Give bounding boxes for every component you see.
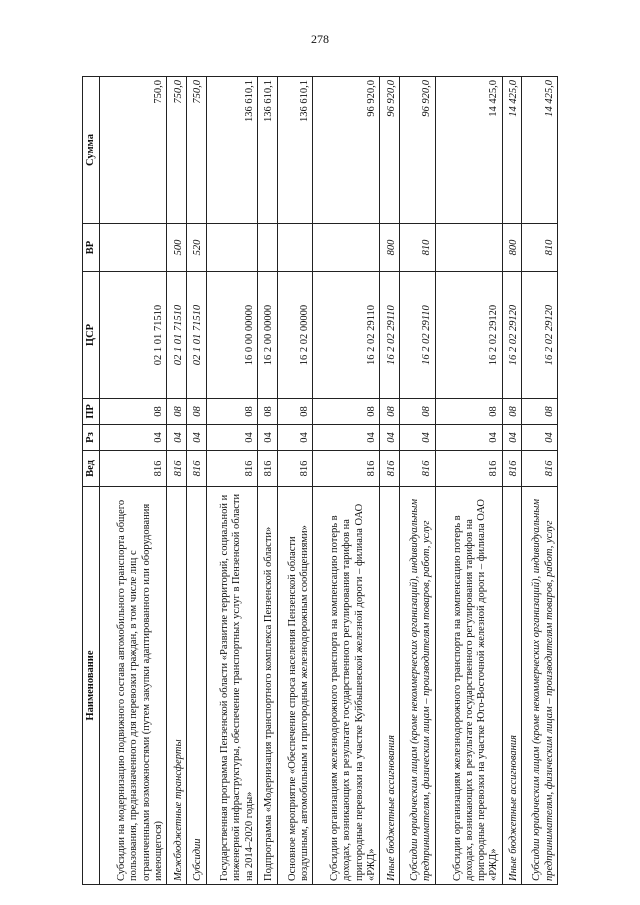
cell-ved: 816 (522, 451, 558, 487)
rotated-table-wrapper (82, 77, 558, 885)
cell-rz: 04 (167, 425, 187, 451)
cell-rz: 04 (380, 425, 400, 451)
cell-ved: 816 (100, 451, 167, 487)
cell-sum: 96 920,0 (399, 77, 435, 224)
cell-vr (313, 224, 380, 272)
cell-vr: 800 (380, 224, 400, 272)
cell-ved: 816 (399, 451, 435, 487)
cell-rz: 04 (502, 425, 522, 451)
table-row (257, 77, 277, 885)
cell-name: Субсидии юридическим лицам (кроме некоммерческих организаций), индивидуальным предпринимателям, физическим лицам – производителям товаров, работ, услуг (522, 487, 558, 885)
cell-pr: 08 (522, 399, 558, 425)
cell-rz: 04 (522, 425, 558, 451)
header-vr: ВР (83, 224, 100, 272)
cell-sum: 14 425,0 (502, 77, 522, 224)
cell-rz: 04 (257, 425, 277, 451)
cell-rz: 04 (399, 425, 435, 451)
cell-ved: 816 (206, 451, 257, 487)
page-number: 278 (311, 32, 329, 46)
cell-name: Иные бюджетные ассигнования (380, 487, 400, 885)
cell-vr (435, 224, 502, 272)
cell-name: Субсидии юридическим лицам (кроме некоммерческих организаций), индивидуальным предпринимателям, физическим лицам – производителям товаров, работ, услуг (399, 487, 435, 885)
cell-csr: 16 2 00 00000 (257, 272, 277, 399)
table-row (435, 77, 502, 885)
cell-ved: 816 (186, 451, 206, 487)
cell-pr: 08 (399, 399, 435, 425)
cell-rz: 04 (277, 425, 313, 451)
cell-pr: 08 (435, 399, 502, 425)
header-ved: Вед (83, 451, 100, 487)
table-row (100, 77, 167, 885)
header-pr: ПР (83, 399, 100, 425)
cell-sum: 136 610,1 (277, 77, 313, 224)
cell-name: Субсидии (186, 487, 206, 885)
table-body (100, 77, 558, 885)
cell-pr: 08 (186, 399, 206, 425)
cell-vr: 810 (522, 224, 558, 272)
cell-rz: 04 (435, 425, 502, 451)
table-row (399, 77, 435, 885)
cell-rz: 04 (206, 425, 257, 451)
cell-vr (100, 224, 167, 272)
budget-table (82, 76, 558, 885)
cell-csr: 16 2 02 29120 (435, 272, 502, 399)
cell-sum: 14 425,0 (522, 77, 558, 224)
cell-csr: 16 2 02 00000 (277, 272, 313, 399)
cell-sum: 136 610,1 (206, 77, 257, 224)
cell-sum: 750,0 (100, 77, 167, 224)
cell-name: Субсидии организациям железнодорожного транспорта на компенсацию потерь в доходах, возникающих в результате государственного регулирования тарифов на пригородные перевозки на участке Юго-Восточной железной дороги – филиала ОАО «РЖД» (435, 487, 502, 885)
cell-rz: 04 (100, 425, 167, 451)
cell-sum: 136 610,1 (257, 77, 277, 224)
table-row (380, 77, 400, 885)
cell-ved: 816 (167, 451, 187, 487)
cell-csr: 02 1 01 71510 (167, 272, 187, 399)
table-row (502, 77, 522, 885)
cell-pr: 08 (167, 399, 187, 425)
cell-csr: 16 2 02 29120 (522, 272, 558, 399)
cell-vr (277, 224, 313, 272)
header-sum: Сумма (83, 77, 100, 224)
header-csr: ЦСР (83, 272, 100, 399)
cell-name: Основное мероприятие «Обеспечение спроса населения Пензенской области воздушным, автомобильным и пригородным железнодорожным сообщениями» (277, 487, 313, 885)
cell-ved: 816 (257, 451, 277, 487)
cell-csr: 16 0 00 00000 (206, 272, 257, 399)
cell-sum: 96 920,0 (313, 77, 380, 224)
table-row (206, 77, 257, 885)
table-row (277, 77, 313, 885)
cell-csr: 16 2 02 29110 (313, 272, 380, 399)
header-rz: Рз (83, 425, 100, 451)
table-row (313, 77, 380, 885)
cell-pr: 08 (257, 399, 277, 425)
cell-vr (206, 224, 257, 272)
cell-vr (257, 224, 277, 272)
cell-name: Государственная программа Пензенской области «Развитие территорий, социальной и инженерной инфраструктуры, обеспечение транспортных услуг в Пензенской области на 2014–2020 годы» (206, 487, 257, 885)
cell-pr: 08 (380, 399, 400, 425)
cell-ved: 816 (502, 451, 522, 487)
table-header-row (83, 77, 100, 885)
cell-vr: 520 (186, 224, 206, 272)
cell-sum: 750,0 (186, 77, 206, 224)
cell-name: Подпрограмма «Модернизация транспортного комплекса Пензенской области» (257, 487, 277, 885)
cell-name: Межбюджетные трансферты (167, 487, 187, 885)
cell-csr: 16 2 02 29110 (399, 272, 435, 399)
cell-pr: 08 (313, 399, 380, 425)
cell-name: Субсидии организациям железнодорожного транспорта на компенсацию потерь в доходах, возникающих в результате государственного регулирования тарифов на пригородные перевозки на участке Куйбышевской железной дороги – филиала ОАО «РЖД» (313, 487, 380, 885)
cell-ved: 816 (380, 451, 400, 487)
cell-csr: 02 1 01 71510 (186, 272, 206, 399)
cell-vr: 800 (502, 224, 522, 272)
header-name: Наименование (83, 487, 100, 885)
cell-ved: 816 (277, 451, 313, 487)
table-row (186, 77, 206, 885)
cell-ved: 816 (313, 451, 380, 487)
cell-pr: 08 (100, 399, 167, 425)
cell-pr: 08 (277, 399, 313, 425)
cell-csr: 16 2 02 29110 (380, 272, 400, 399)
table-row (522, 77, 558, 885)
cell-pr: 08 (206, 399, 257, 425)
cell-rz: 04 (313, 425, 380, 451)
cell-pr: 08 (502, 399, 522, 425)
cell-name: Иные бюджетные ассигнования (502, 487, 522, 885)
cell-rz: 04 (186, 425, 206, 451)
cell-sum: 14 425,0 (435, 77, 502, 224)
cell-sum: 750,0 (167, 77, 187, 224)
cell-csr: 02 1 01 71510 (100, 272, 167, 399)
cell-vr: 500 (167, 224, 187, 272)
table-row (167, 77, 187, 885)
cell-csr: 16 2 02 29120 (502, 272, 522, 399)
cell-name: Субсидии на модернизацию подвижного состава автомобильного транспорта общего пользования, предназначенного для перевозки граждан, в том числе лиц с ограниченными возможностями (путем закупки адаптированного или оборудования имеющегося) (100, 487, 167, 885)
cell-sum: 96 920,0 (380, 77, 400, 224)
cell-ved: 816 (435, 451, 502, 487)
cell-vr: 810 (399, 224, 435, 272)
